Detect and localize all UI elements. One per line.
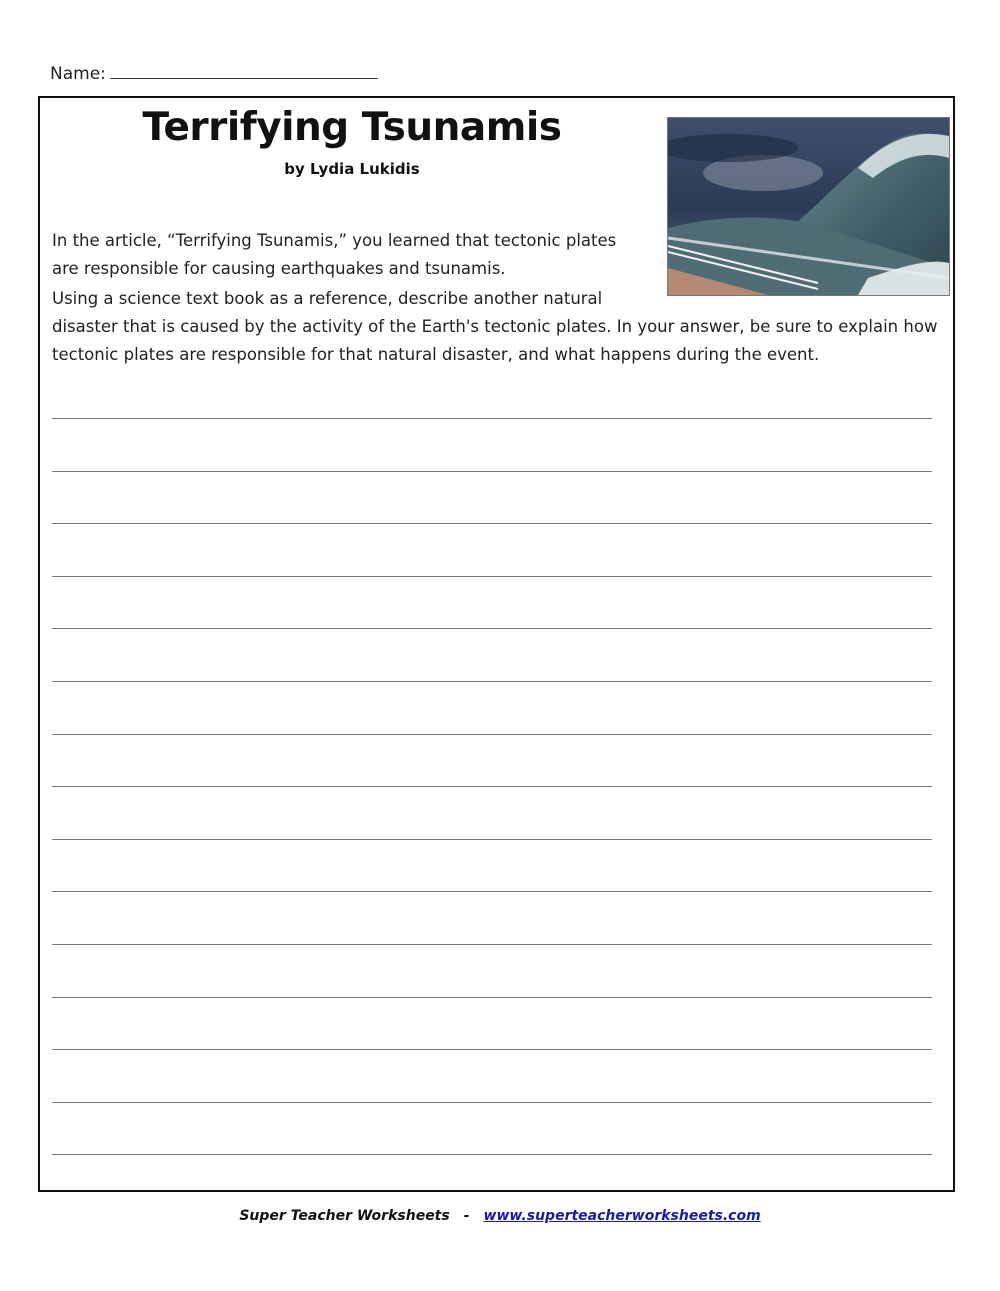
worksheet-frame [38,96,955,1192]
prompt-text: Using a science text book as a reference, describe another natural disaster that is caused by the activity of the Earth's tectonic plates. In your answer, be sure to explain how tectonic plates are responsible for that natural disaster, and what happens during the event. [52,289,938,364]
answer-writing-area[interactable] [52,418,932,1207]
writing-line[interactable] [52,418,932,419]
writing-line[interactable] [52,786,932,787]
writing-line[interactable] [52,681,932,682]
writing-line[interactable] [52,839,932,840]
writing-line[interactable] [52,1049,932,1050]
writing-line[interactable] [52,891,932,892]
writing-line[interactable] [52,997,932,998]
tsunami-photo [667,117,950,296]
writing-line[interactable] [52,576,932,577]
footer-link[interactable]: www.superteacherworksheets.com [483,1208,761,1224]
writing-line[interactable] [52,523,932,524]
image-wrap-space [642,285,942,313]
worksheet-title: Terrifying Tsunamis [142,105,562,150]
writing-line[interactable] [52,734,932,735]
writing-line[interactable] [52,471,932,472]
name-label: Name: [50,64,106,84]
page-footer [0,1208,1000,1224]
name-blank-line [110,62,378,79]
prompt-paragraph [52,285,942,369]
author-byline: by Lydia Lukidis [284,160,420,178]
writing-line[interactable] [52,628,932,629]
footer-separator: - [463,1208,470,1224]
tsunami-image [668,118,949,295]
name-field [50,62,378,84]
writing-line[interactable] [52,1102,932,1103]
writing-line[interactable] [52,1154,932,1155]
writing-line[interactable] [52,944,932,945]
footer-brand: Super Teacher Worksheets [239,1208,450,1224]
intro-paragraph: In the article, “Terrifying Tsunamis,” you learned that tectonic plates are responsible for causing earthquakes and tsunamis. [52,230,617,278]
